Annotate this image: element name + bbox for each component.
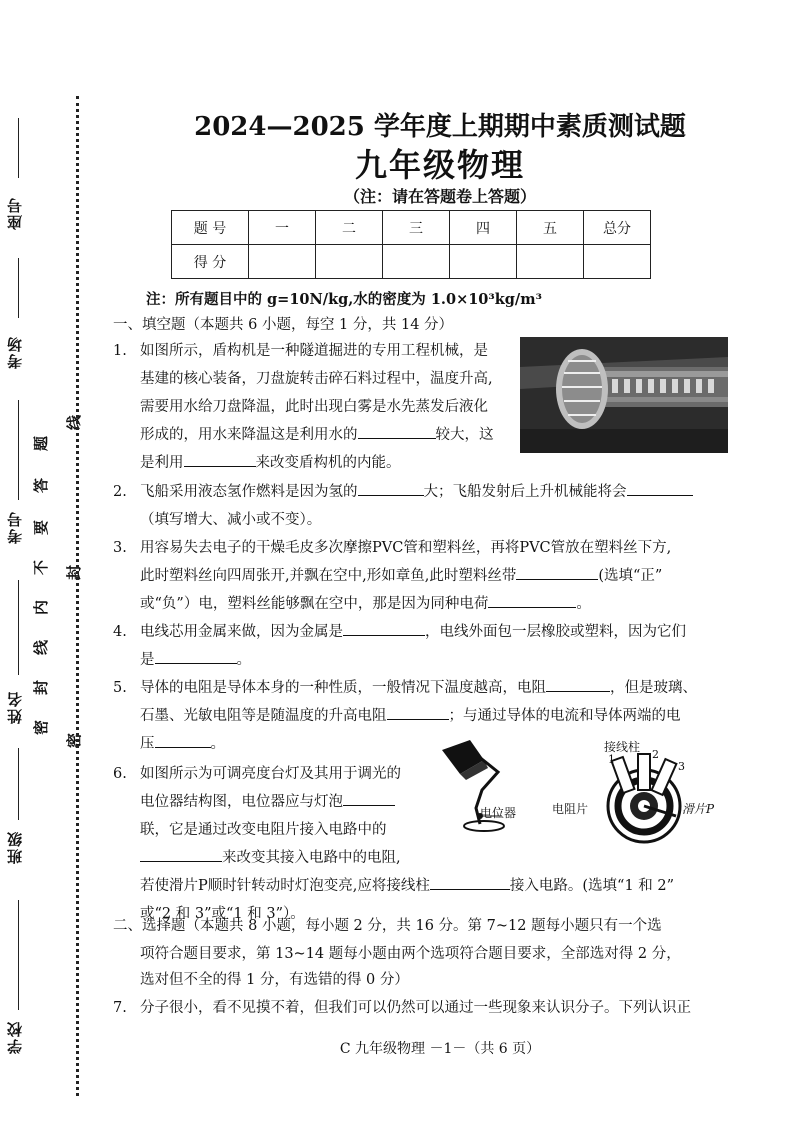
q1-line-1: 如图所示，盾构机是一种隧道掘进的专用工程机械，是 xyxy=(140,343,488,359)
seal-char-close: 密 xyxy=(65,732,84,749)
q3-text-b: (选填“正” xyxy=(598,568,663,584)
seal-char-line: 线 xyxy=(65,414,84,431)
seal-char-seal: 封 xyxy=(65,564,84,581)
q2-text-b: 大；飞船发射后上升机械能将会 xyxy=(423,484,627,500)
score-cell xyxy=(316,245,383,279)
q1-text-b: 较大，这 xyxy=(435,427,494,443)
answer-blank xyxy=(155,732,211,748)
answer-note: （注：请在答题卷上答题） xyxy=(343,187,536,206)
id-line xyxy=(18,400,19,500)
answer-blank xyxy=(358,480,424,496)
class-label: 班级 xyxy=(6,830,24,864)
table-cell: 总分 xyxy=(584,211,651,245)
name-line xyxy=(18,580,19,675)
q6-line-5 xyxy=(140,872,730,901)
notice-char: 不 xyxy=(32,559,51,576)
score-cell xyxy=(450,245,517,279)
room-line xyxy=(18,258,19,318)
q2-line-2: （填写增大、减小或不变）。 xyxy=(140,512,322,528)
question-number: 3. xyxy=(113,540,127,556)
q3-text-a: 此时塑料丝向四周张开,并飘在空中,形如章鱼,此时塑料丝带 xyxy=(140,568,517,584)
notice-char: 题 xyxy=(32,435,51,452)
answer-blank xyxy=(387,704,449,720)
section-2-line-2: 项符合题目要求，第 13~14 题每小题由两个选项符合题目要求，全部选对得 2 分， xyxy=(140,946,681,962)
answer-blank xyxy=(343,620,425,636)
name-label: 姓名 xyxy=(6,690,24,724)
tunnel-boring-machine-photo xyxy=(520,337,728,453)
q1-text-c: 是利用 xyxy=(140,455,184,471)
table-row xyxy=(172,245,651,279)
q1-line-5 xyxy=(140,449,730,478)
answer-blank xyxy=(358,423,436,439)
question-number: 6. xyxy=(113,766,127,782)
q6-line-6: 或“2 和 3”或“1 和 3”）。 xyxy=(140,906,305,922)
class-line xyxy=(18,748,19,820)
q5-text-c: 石墨、光敏电阻等是随温度的升高电阻 xyxy=(140,708,387,724)
score-cell xyxy=(584,245,651,279)
seal-dotted-line xyxy=(76,96,79,1096)
section-2-line-3: 选对但不全的得 1 分，有选错的得 0 分） xyxy=(140,972,409,988)
question-number: 1. xyxy=(113,343,127,359)
terminal-label: 接线柱 xyxy=(604,740,641,754)
q4-text-c: 是 xyxy=(140,652,155,668)
question-number: 2. xyxy=(113,484,127,500)
score-cell xyxy=(249,245,316,279)
q4-text-b: ，电线外面包一层橡胶或塑料，因为它们 xyxy=(425,624,686,640)
school-line xyxy=(18,900,19,1010)
terminal-1-label: 1 xyxy=(608,753,615,766)
potentiometer-label: 电位器 xyxy=(480,806,517,820)
q1-line-2: 基建的核心装备，刀盘旋转击碎石料过程中，温度升高, xyxy=(140,371,493,387)
exam-title: 2024—2025 学年度上期期中素质测试题 xyxy=(194,112,686,142)
q3-text-c: 或“负”）电，塑料丝能够飘在空中，那是因为同种电荷 xyxy=(140,596,489,612)
q4-line-2 xyxy=(140,646,730,675)
q1-text-d: 来改变盾构机的内能。 xyxy=(255,455,401,471)
question-number: 4. xyxy=(113,624,127,640)
table-cell: 得 分 xyxy=(172,245,249,279)
table-cell: 一 xyxy=(249,211,316,245)
q5-text-d: ；与通过导体的电流和导体两端的电 xyxy=(448,708,681,724)
terminal-2-label: 2 xyxy=(652,748,659,761)
q7-line-1: 分子很小，看不见摸不着，但我们可以仍然可以通过一些现象来认识分子。下列认识正 xyxy=(140,1000,691,1016)
answer-blank xyxy=(516,564,598,580)
q6-text-a: 电位器结构图，电位器应与灯泡 xyxy=(140,794,343,810)
q5-text-e: 压 xyxy=(140,736,155,752)
q1-line-3: 需要用水给刀盘降温，此时出现白雾是水先蒸发后液化 xyxy=(140,399,488,415)
slider-label: 滑片P xyxy=(682,802,715,816)
room-label: 考场 xyxy=(6,335,24,369)
table-cell: 三 xyxy=(383,211,450,245)
q6-line-1: 如图所示为可调亮度台灯及其用于调光的 xyxy=(140,766,401,782)
q2-line-1 xyxy=(140,478,730,507)
subject-title: 九年级物理 xyxy=(354,146,525,184)
terminal-3-label: 3 xyxy=(678,760,685,773)
answer-blank xyxy=(343,790,395,806)
notice-char: 封 xyxy=(32,679,51,696)
table-cell: 五 xyxy=(517,211,584,245)
q6-line-4 xyxy=(140,844,730,873)
q4-line-1 xyxy=(140,618,730,647)
q5-text-a: 导体的电阻是导体本身的一种性质，一般情况下温度越高，电阻 xyxy=(140,680,546,696)
q6-text-b: 来改变其接入电路中的电阻, xyxy=(222,850,401,866)
table-row xyxy=(172,211,651,245)
seat-label: 座号 xyxy=(6,196,24,230)
answer-blank xyxy=(627,480,693,496)
q6-text-d: 接入电路。(选填“1 和 2” xyxy=(509,878,675,894)
notice-char: 内 xyxy=(32,599,51,616)
q3-line-3 xyxy=(140,590,730,619)
answer-blank xyxy=(184,451,256,467)
id-label: 考号 xyxy=(6,510,24,544)
q3-text-d: 。 xyxy=(576,596,591,612)
desk-lamp-figure xyxy=(432,738,532,838)
q5-text-f: 。 xyxy=(210,736,225,752)
q2-text-a: 飞船采用液态氢作燃料是因为氢的 xyxy=(140,484,358,500)
seat-line xyxy=(18,118,19,178)
page-footer: C 九年级物理 －1－（共 6 页） xyxy=(339,1041,541,1057)
q3-line-2 xyxy=(140,562,730,591)
table-cell: 四 xyxy=(450,211,517,245)
q6-text-c: 若使滑片P顺时针转动时灯泡变亮,应将接线柱 xyxy=(140,878,430,894)
section-1-title: 一、填空题（本题共 6 小题，每空 1 分，共 14 分） xyxy=(113,317,454,333)
notice-char: 答 xyxy=(32,477,51,494)
table-cell: 题 号 xyxy=(172,211,249,245)
notice-char: 要 xyxy=(32,519,51,536)
school-label: 学校 xyxy=(6,1020,24,1054)
question-number: 7. xyxy=(113,1000,127,1016)
q3-line-1: 用容易失去电子的干燥毛皮多次摩擦PVC管和塑料丝，再将PVC管放在塑料丝下方, xyxy=(140,540,672,556)
q4-text-a: 电线芯用金属来做，因为金属是 xyxy=(140,624,343,640)
table-cell: 二 xyxy=(316,211,383,245)
answer-blank xyxy=(488,592,576,608)
q5-line-1 xyxy=(140,674,730,703)
section-2-title: 二、选择题（本题共 8 小题，每小题 2 分，共 16 分。第 7~12 题每小题只有一个选 xyxy=(113,918,662,934)
resistor-label: 电阻片 xyxy=(552,802,589,816)
q5-line-2 xyxy=(140,702,730,731)
constants-note: 注：所有题目中的 g=10N/kg,水的密度为 1.0×10³kg/m³ xyxy=(146,291,542,308)
q6-line-3: 联，它是通过改变电阻片接入电路中的 xyxy=(140,822,387,838)
notice-char: 密 xyxy=(32,719,51,736)
answer-blank xyxy=(155,648,237,664)
q5-text-b: ，但是玻璃、 xyxy=(610,680,697,696)
answer-blank xyxy=(430,874,510,890)
q4-text-d: 。 xyxy=(236,652,251,668)
q1-text-a: 形成的，用水来降温这是利用水的 xyxy=(140,427,358,443)
notice-char: 线 xyxy=(32,639,51,656)
question-number: 5. xyxy=(113,680,127,696)
score-table xyxy=(171,210,651,279)
answer-blank xyxy=(140,846,222,862)
score-cell xyxy=(383,245,450,279)
answer-blank xyxy=(546,676,610,692)
score-cell xyxy=(517,245,584,279)
